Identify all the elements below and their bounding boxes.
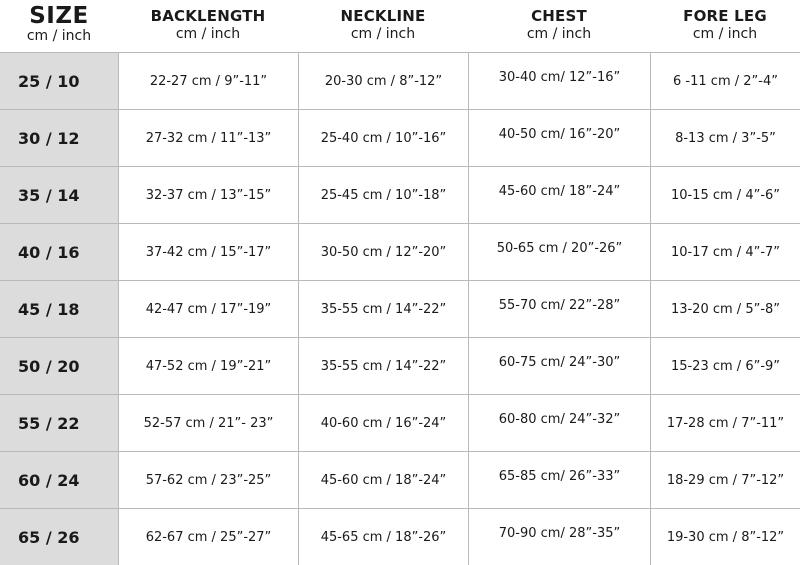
- header-size-unit: cm / inch: [26, 28, 92, 44]
- table-row: [0, 223, 800, 280]
- table-row: [0, 166, 800, 223]
- foreleg-cell: 18-29 cm / 7”-12”: [650, 451, 800, 508]
- backlength-cell: 27-32 cm / 11”-13”: [118, 109, 298, 166]
- chest-cell: 65-85 cm/ 26”-33”: [468, 451, 650, 508]
- chest-cell: 55-70 cm/ 22”-28”: [468, 280, 650, 337]
- neckline-cell: 25-40 cm / 10”-16”: [298, 109, 468, 166]
- backlength-cell: 32-37 cm / 13”-15”: [118, 166, 298, 223]
- header-backlength-title: BACKLENGTH: [150, 7, 266, 25]
- size-cell: 40 / 16: [0, 223, 118, 280]
- table-row: [0, 280, 800, 337]
- table-row: [0, 508, 800, 565]
- chest-cell: 60-75 cm/ 24”-30”: [468, 337, 650, 394]
- foreleg-cell: 8-13 cm / 3”-5”: [650, 109, 800, 166]
- size-cell: 60 / 24: [0, 451, 118, 508]
- size-cell: 65 / 26: [0, 508, 118, 565]
- size-cell: 30 / 12: [0, 109, 118, 166]
- foreleg-cell: 10-17 cm / 4”-7”: [650, 223, 800, 280]
- size-cell: 25 / 10: [0, 52, 118, 109]
- size-cell: 55 / 22: [0, 394, 118, 451]
- foreleg-cell: 13-20 cm / 5”-8”: [650, 280, 800, 337]
- header-chest-unit: cm / inch: [526, 26, 592, 42]
- table-row: [0, 109, 800, 166]
- header-size: [0, 0, 118, 52]
- table-row: [0, 52, 800, 109]
- neckline-cell: 40-60 cm / 16”-24”: [298, 394, 468, 451]
- neckline-cell: 45-65 cm / 18”-26”: [298, 508, 468, 565]
- header-row: [0, 0, 800, 52]
- foreleg-cell: 10-15 cm / 4”-6”: [650, 166, 800, 223]
- size-cell: 50 / 20: [0, 337, 118, 394]
- neckline-cell: 45-60 cm / 18”-24”: [298, 451, 468, 508]
- backlength-cell: 52-57 cm / 21”- 23”: [118, 394, 298, 451]
- table-row: [0, 394, 800, 451]
- backlength-cell: 22-27 cm / 9”-11”: [118, 52, 298, 109]
- neckline-cell: 30-50 cm / 12”-20”: [298, 223, 468, 280]
- backlength-cell: 47-52 cm / 19”-21”: [118, 337, 298, 394]
- header-neckline: [298, 0, 468, 52]
- header-neckline-title: NECKLINE: [340, 7, 426, 25]
- table-row: [0, 451, 800, 508]
- backlength-cell: 42-47 cm / 17”-19”: [118, 280, 298, 337]
- chest-cell: 70-90 cm/ 28”-35”: [468, 508, 650, 565]
- neckline-cell: 25-45 cm / 10”-18”: [298, 166, 468, 223]
- backlength-cell: 57-62 cm / 23”-25”: [118, 451, 298, 508]
- chest-cell: 50-65 cm / 20”-26”: [468, 223, 650, 280]
- foreleg-cell: 6 -11 cm / 2”-4”: [650, 52, 800, 109]
- header-chest-title: CHEST: [531, 7, 587, 25]
- header-backlength: [118, 0, 298, 52]
- size-table-body: [0, 52, 800, 558]
- header-backlength-unit: cm / inch: [175, 26, 241, 42]
- foreleg-cell: 19-30 cm / 8”-12”: [650, 508, 800, 565]
- foreleg-cell: 15-23 cm / 6”-9”: [650, 337, 800, 394]
- backlength-cell: 62-67 cm / 25”-27”: [118, 508, 298, 565]
- header-neckline-unit: cm / inch: [350, 26, 416, 42]
- backlength-cell: 37-42 cm / 15”-17”: [118, 223, 298, 280]
- chest-cell: 60-80 cm/ 24”-32”: [468, 394, 650, 451]
- neckline-cell: 35-55 cm / 14”-22”: [298, 280, 468, 337]
- neckline-cell: 35-55 cm / 14”-22”: [298, 337, 468, 394]
- header-foreleg-unit: cm / inch: [692, 26, 758, 42]
- chest-cell: 30-40 cm/ 12”-16”: [468, 52, 650, 109]
- neckline-cell: 20-30 cm / 8”-12”: [298, 52, 468, 109]
- header-foreleg: [650, 0, 800, 52]
- size-cell: 35 / 14: [0, 166, 118, 223]
- header-chest: [468, 0, 650, 52]
- table-row: [0, 337, 800, 394]
- chest-cell: 45-60 cm/ 18”-24”: [468, 166, 650, 223]
- chest-cell: 40-50 cm/ 16”-20”: [468, 109, 650, 166]
- foreleg-cell: 17-28 cm / 7”-11”: [650, 394, 800, 451]
- size-cell: 45 / 18: [0, 280, 118, 337]
- header-size-title: SIZE: [29, 3, 89, 29]
- header-foreleg-title: FORE LEG: [683, 7, 767, 25]
